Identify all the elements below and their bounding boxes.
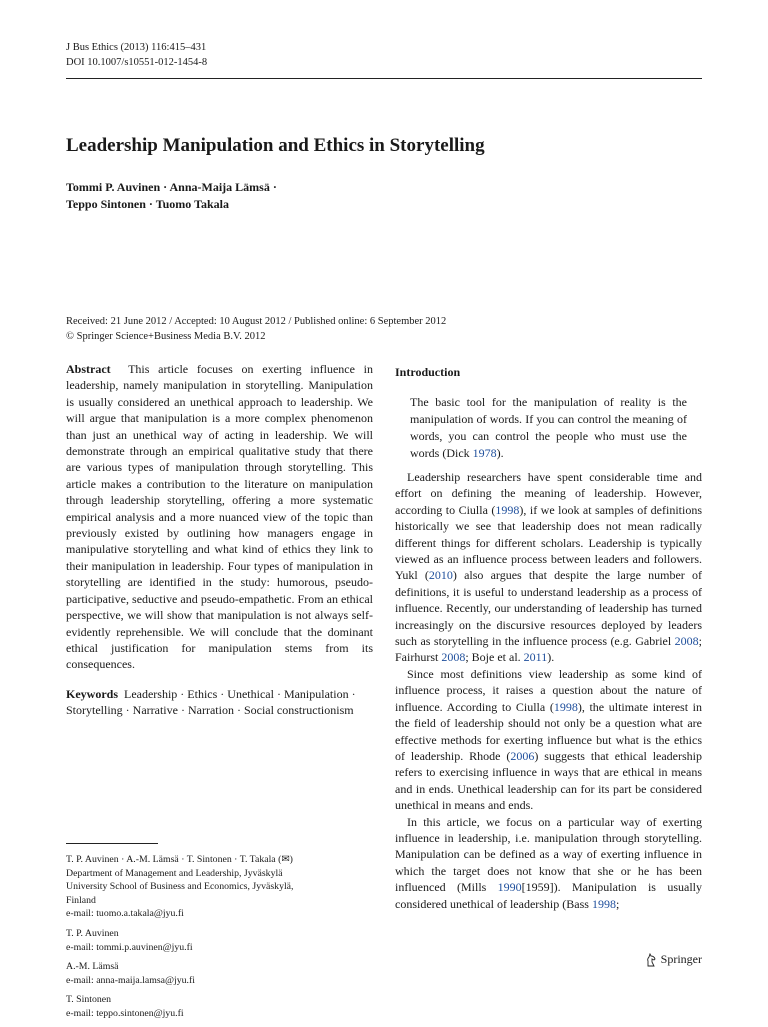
affiliation-block: [66, 993, 373, 1020]
citation-link[interactable]: 1978: [472, 446, 497, 460]
citation-link[interactable]: 1990: [497, 880, 522, 895]
journal-citation: J Bus Ethics (2013) 116:415–431: [66, 42, 207, 53]
keywords-text: Leadership · Ethics · Unethical · Manipulation · Storytelling · Narrative · Narration · Social constructionism: [66, 687, 356, 718]
affiliation-line: T. Sintonen: [66, 994, 111, 1006]
author-email[interactable]: e-mail: teppo.sintonen@jyu.fi: [66, 1007, 184, 1019]
springer-horse-icon: [645, 953, 657, 967]
doi: DOI 10.1007/s10551-012-1454-8: [66, 57, 208, 68]
quote-text: The basic tool for the manipulation of reality is the manipulation of words. If you can control the meaning of words, you can control the people who must use the words (Dick: [410, 395, 687, 460]
introduction-body: [395, 469, 702, 912]
publication-dates: [66, 314, 446, 344]
citation-link[interactable]: 1998: [495, 502, 520, 517]
affiliation-block: [66, 853, 373, 921]
abstract: [66, 361, 373, 673]
header-rule: [66, 78, 702, 79]
body-paragraph: Since most definitions view leadership as some kind of influence process, it raises a question about the nature of influence. According to Ciulla (1998), the ultimate interest in the field of leadership should not only be a question what are effective methods for exerting influence but what is the ethics of leadership. Rhode (2006) suggests that ethical leadership refers to exercising influence in ways that are ethical in means and in ends. Unethical leadership can for its part be considered unethical in means and ends.: [395, 666, 703, 813]
affiliation-rule: [66, 843, 158, 844]
affiliation-block: [66, 960, 373, 987]
author-list: [66, 179, 277, 213]
author-email[interactable]: e-mail: anna-maija.lamsa@jyu.fi: [66, 974, 195, 986]
citation-link[interactable]: 2010: [428, 568, 453, 583]
citation-link[interactable]: 2011: [523, 650, 548, 665]
citation-link[interactable]: 2008: [674, 634, 699, 649]
copyright-line: © Springer Science+Business Media B.V. 2012: [66, 331, 266, 342]
quote-end: ).: [496, 446, 504, 460]
body-paragraph: In this article, we focus on a particular way of exerting influence in leadership, i.e. manipulation through storytelling. Manipulation can be defined as a way of exerting influence in which the target does not know that she or he has been influenced (Mills 1990[1959]). Manipulation is usually considered unethical of leadership (Bass 1998;: [395, 814, 702, 911]
keywords-label: Keywords: [66, 687, 118, 701]
affiliation-block: [66, 927, 373, 954]
introduction-heading: Introduction: [395, 365, 461, 379]
publisher-name: Springer: [660, 952, 702, 966]
abstract-text: This article focuses on exerting influence in leadership, namely manipulation in storytelling. Manipulation is usually considered an unethical approach to leadership. We will argue that manipulation is a more complex phenomenon than just an unethical way of acting in leadership. We will demonstrate through an empirical qualitative study that there are various types of manipulation through storytelling. This article makes a contribution to the literature on manipulation through leadership storytelling, offering a more systematic empirical analysis and a more nuanced view of the topic than previously existed by outlining how managers engage in manipulative storytelling and what kind of ethics they link to their manipulation in leadership. Four types of manipulation in storytelling are identified in the study: humorous, pseudo-participative, seductive and pseudo-empathetic. From an ethical perspective, we will show that manipulation is not always self-evidently reprehensible. We will conclude that the dominant ethical justification for manipulation stems from its consequences.: [66, 362, 373, 672]
keywords: [66, 686, 373, 719]
citation-link[interactable]: 2008: [441, 650, 466, 665]
affiliation-line: Finland: [66, 894, 96, 906]
article-title: Leadership Manipulation and Ethics in Storytelling: [66, 135, 485, 156]
publisher-logo: [645, 952, 702, 967]
citation-link[interactable]: 1998: [553, 699, 578, 714]
affiliation-line: A.-M. Lämsä: [66, 961, 119, 973]
corresponding-email[interactable]: e-mail: tuomo.a.takala@jyu.fi: [66, 908, 184, 920]
journal-header: [66, 40, 207, 70]
affiliation-line: University School of Business and Economics, Jyväskylä,: [66, 881, 294, 893]
abstract-label: Abstract: [66, 362, 111, 376]
authors-line-2: Teppo Sintonen · Tuomo Takala: [66, 197, 229, 211]
citation-link[interactable]: 1998: [591, 896, 616, 911]
affiliations: [66, 853, 373, 1027]
citation-link[interactable]: 2006: [510, 748, 535, 763]
dates-line: Received: 21 June 2012 / Accepted: 10 August 2012 / Published online: 6 September 2012: [66, 316, 447, 327]
authors-line-1: Tommi P. Auvinen · Anna-Maija Lämsä ·: [66, 180, 277, 194]
affiliation-line: T. P. Auvinen · A.-M. Lämsä · T. Sintonen · T. Takala (✉): [66, 854, 293, 865]
affiliation-line: T. P. Auvinen: [66, 927, 119, 939]
body-paragraph: Leadership researchers have spent considerable time and effort on defining the meaning of leadership. However, according to Ciulla (1998), if we look at samples of definitions historically we see that leadership does not mean radically different things for different scholars. Leadership is typically viewed as an influence process between leaders and followers. Yukl (2010) also argues that despite the large number of definitions, it is useful to understand leadership as a process of influence. Recently, our understanding of leadership has turned increasingly on the discursive resources deployed by leaders such as storytelling in the influence process (e.g. Gabriel 2008; Fairhurst 2008; Boje et al. 2011).: [395, 470, 702, 665]
epigraph-quote: [410, 394, 687, 462]
author-email[interactable]: e-mail: tommi.p.auvinen@jyu.fi: [66, 941, 193, 953]
affiliation-line: Department of Management and Leadership, Jyväskylä: [66, 867, 283, 879]
